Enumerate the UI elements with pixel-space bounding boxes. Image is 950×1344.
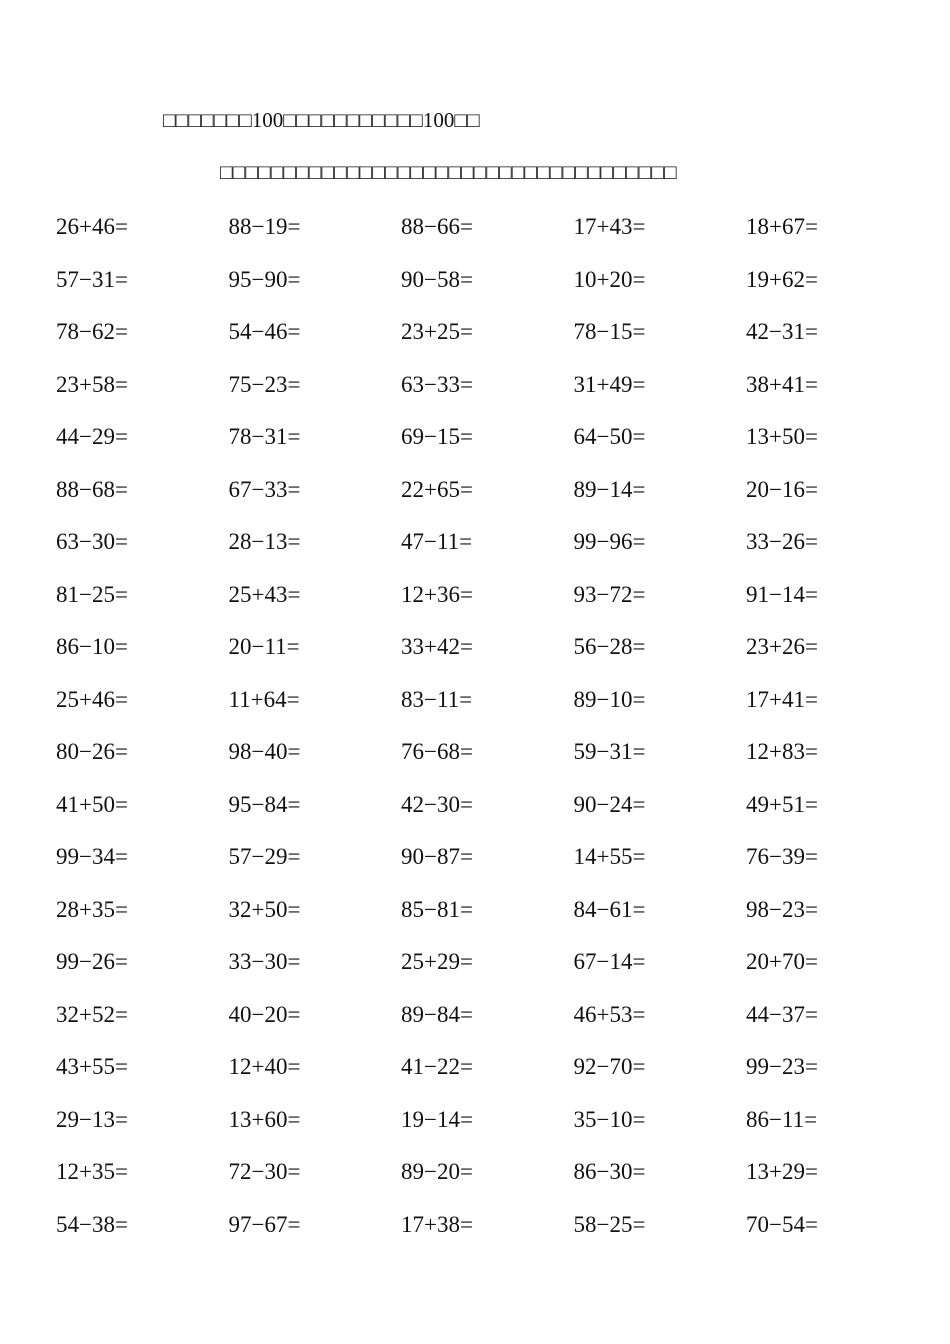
math-problem: 78−15= [573, 319, 646, 344]
math-problem: 90−24= [573, 791, 646, 817]
problem-row [56, 368, 919, 421]
math-problem: 44−37= [746, 1001, 818, 1027]
math-problem: 33−26= [746, 529, 818, 554]
math-problem: 54−38= [56, 1211, 128, 1237]
math-problem: 28+35= [56, 896, 128, 922]
math-problem: 25+29= [401, 949, 473, 974]
math-problem: 31+49= [573, 371, 646, 397]
math-problem: 81−25= [56, 581, 128, 607]
math-problem: 86−30= [573, 1159, 646, 1184]
math-problem: 78−62= [56, 319, 128, 344]
math-problem: 42−30= [401, 791, 473, 817]
math-problem: 88−68= [56, 476, 128, 502]
math-problem: 76−68= [401, 739, 473, 764]
math-problem: 98−23= [746, 896, 818, 922]
math-problem: 88−19= [228, 214, 301, 239]
problem-row [56, 578, 919, 631]
math-problem: 47−11= [401, 529, 473, 554]
problem-row [56, 1155, 919, 1208]
math-problem: 38+41= [746, 371, 818, 397]
math-problem: 57−31= [56, 266, 128, 292]
math-problem: 46+53= [573, 1001, 646, 1027]
math-problem: 78−31= [228, 424, 301, 449]
math-problem: 67−33= [228, 476, 301, 502]
problem-row [56, 630, 919, 683]
problem-row [56, 315, 919, 368]
math-problem: 70−54= [746, 1211, 818, 1237]
math-problem: 12+83= [746, 739, 818, 764]
math-problem: 83−11= [401, 686, 473, 712]
problem-row [56, 1050, 919, 1103]
math-problem: 23+26= [746, 634, 818, 659]
math-problem: 10+20= [573, 266, 646, 292]
math-problem: 89−10= [573, 686, 646, 712]
math-problem: 44−29= [56, 424, 128, 449]
math-problem: 32+50= [228, 896, 301, 922]
problem-row [56, 1103, 919, 1156]
math-problem: 67−14= [573, 949, 646, 974]
problem-row [56, 420, 919, 473]
problem-row [56, 998, 919, 1051]
math-problem: 12+40= [228, 1054, 301, 1079]
math-problem: 95−84= [228, 791, 301, 817]
math-problem: 56−28= [573, 634, 646, 659]
math-problem: 23+25= [401, 319, 473, 344]
math-problem: 58−25= [573, 1211, 646, 1237]
math-problem: 23+58= [56, 371, 128, 397]
math-problem: 90−58= [401, 266, 473, 292]
math-problem: 89−84= [401, 1001, 473, 1027]
worksheet-title: □□□□□□□100□□□□□□□□□□□100□□ [163, 108, 480, 132]
math-problem: 17+41= [746, 686, 818, 712]
math-problem: 88−66= [401, 214, 473, 239]
problem-row [56, 263, 919, 316]
math-problem: 41+50= [56, 791, 128, 817]
math-problem: 76−39= [746, 844, 818, 869]
math-problem: 13+29= [746, 1159, 818, 1184]
math-problem: 13+50= [746, 424, 818, 449]
math-problem: 22+65= [401, 476, 473, 502]
math-problem: 90−87= [401, 844, 473, 869]
math-problem: 13+60= [228, 1106, 301, 1132]
math-problem: 14+55= [573, 844, 646, 869]
math-problem: 72−30= [228, 1159, 301, 1184]
math-problem: 25+43= [228, 581, 301, 607]
problem-row [56, 683, 919, 736]
problem-row [56, 735, 919, 788]
math-problem: 99−23= [746, 1054, 818, 1079]
math-problem: 33−30= [228, 949, 301, 974]
math-problem: 97−67= [228, 1211, 301, 1237]
problem-row [56, 525, 919, 578]
math-problem: 95−90= [228, 266, 301, 292]
math-problem: 64−50= [573, 424, 646, 449]
math-problem: 92−70= [573, 1054, 646, 1079]
math-problem: 26+46= [56, 214, 128, 239]
math-problem: 69−15= [401, 424, 473, 449]
math-problem: 41−22= [401, 1054, 473, 1079]
math-problem: 89−14= [573, 476, 646, 502]
math-problem: 86−10= [56, 634, 128, 659]
math-problem: 40−20= [228, 1001, 301, 1027]
problem-row [56, 945, 919, 998]
math-problem: 32+52= [56, 1001, 128, 1027]
math-problem: 19−14= [401, 1106, 473, 1132]
math-problem: 86−11= [746, 1106, 818, 1132]
math-problem: 42−31= [746, 319, 818, 344]
problem-grid [56, 210, 919, 1260]
math-problem: 99−34= [56, 844, 128, 869]
math-problem: 20−11= [228, 634, 300, 659]
math-problem: 59−31= [573, 739, 646, 764]
math-problem: 35−10= [573, 1106, 646, 1132]
math-problem: 63−33= [401, 371, 473, 397]
problem-row [56, 1208, 919, 1261]
worksheet-instructions: □□□□□□□□□□□□□□□□□□□□□□□□□□□□□□□□□□□□ [220, 160, 677, 184]
math-problem: 11+64= [228, 686, 300, 712]
problem-row [56, 210, 919, 263]
math-problem: 25+46= [56, 686, 128, 712]
math-problem: 17+38= [401, 1211, 473, 1237]
math-problem: 54−46= [228, 319, 301, 344]
math-problem: 12+35= [56, 1159, 128, 1184]
math-problem: 85−81= [401, 896, 473, 922]
math-problem: 17+43= [573, 214, 646, 239]
problem-row [56, 788, 919, 841]
math-problem: 80−26= [56, 739, 128, 764]
problem-row [56, 840, 919, 893]
math-problem: 89−20= [401, 1159, 473, 1184]
math-problem: 49+51= [746, 791, 818, 817]
math-problem: 57−29= [228, 844, 301, 869]
math-problem: 91−14= [746, 581, 818, 607]
math-problem: 33+42= [401, 634, 473, 659]
math-problem: 12+36= [401, 581, 473, 607]
math-problem: 99−26= [56, 949, 128, 974]
math-problem: 93−72= [573, 581, 646, 607]
math-problem: 20−16= [746, 476, 818, 502]
math-problem: 28−13= [228, 529, 301, 554]
math-problem: 98−40= [228, 739, 301, 764]
math-problem: 19+62= [746, 266, 818, 292]
math-problem: 75−23= [228, 371, 301, 397]
problem-row [56, 473, 919, 526]
math-problem: 18+67= [746, 214, 818, 239]
math-problem: 84−61= [573, 896, 646, 922]
math-problem: 20+70= [746, 949, 818, 974]
math-problem: 99−96= [573, 529, 646, 554]
problem-row [56, 893, 919, 946]
math-problem: 43+55= [56, 1054, 128, 1079]
math-problem: 29−13= [56, 1106, 128, 1132]
math-problem: 63−30= [56, 529, 128, 554]
